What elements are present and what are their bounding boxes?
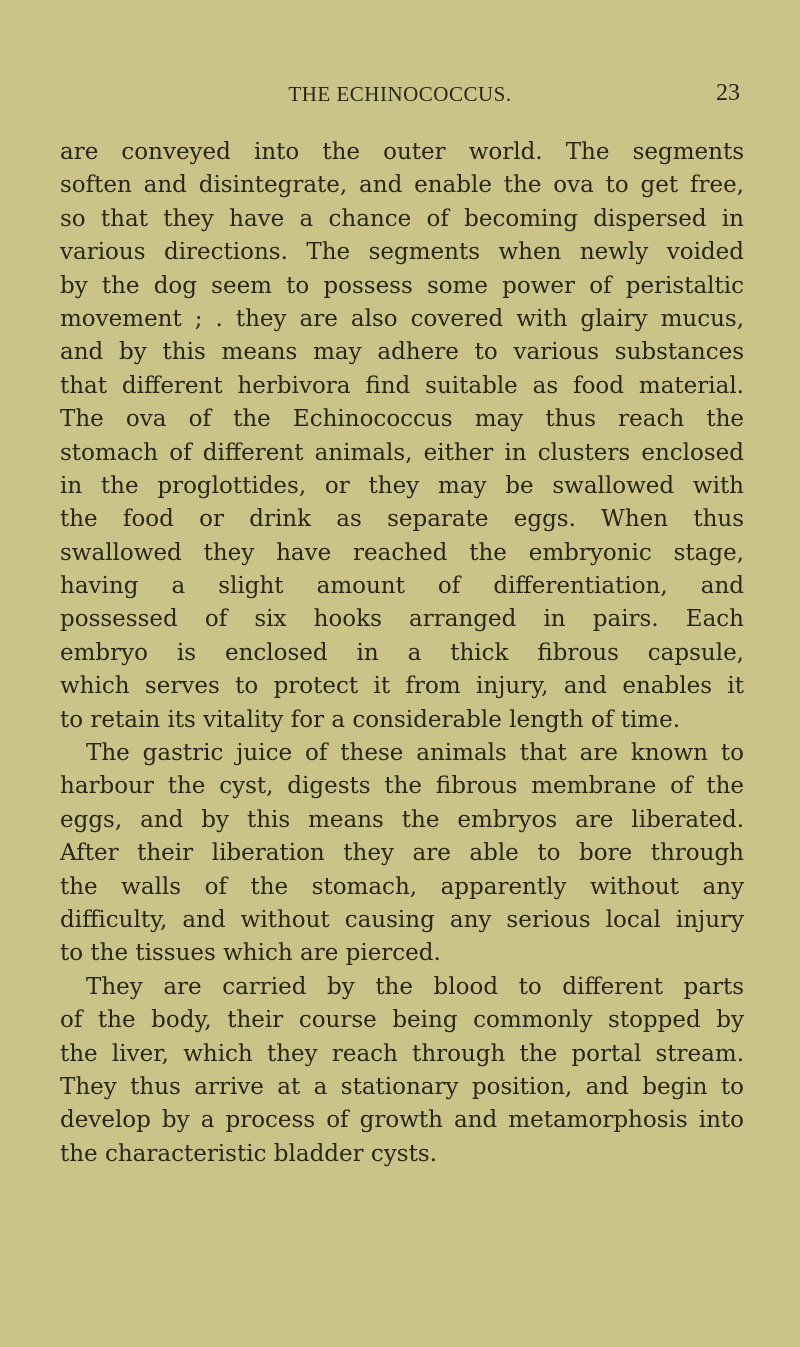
text-line: so that they have a chance of becoming dispersed in bbox=[60, 205, 744, 232]
text-line: and by this means may adhere to various substances bbox=[60, 339, 744, 366]
text-line: the walls of the stomach, apparently without any bbox=[60, 873, 744, 900]
text-line: by the dog seem to possess some power of peristaltic bbox=[60, 272, 744, 299]
text-line: in the proglottides, or they may be swallowed with bbox=[60, 472, 744, 499]
text-line: movement ; . they are also covered with glairy mucus, bbox=[60, 305, 744, 332]
text-line: that different herbivora find suitable as food material. bbox=[60, 372, 744, 399]
body-text bbox=[60, 136, 744, 1171]
text-line: swallowed they have reached the embryonic stage, bbox=[60, 539, 744, 566]
text-line: stomach of different animals, either in clusters enclosed bbox=[60, 439, 744, 466]
page-header bbox=[60, 82, 740, 122]
text-line: develop by a process of growth and metamorphosis into bbox=[60, 1107, 744, 1134]
text-line: eggs, and by this means the embryos are liberated. bbox=[60, 806, 744, 833]
page-number: 23 bbox=[716, 80, 740, 106]
text-line: After their liberation they are able to bore through bbox=[60, 840, 744, 867]
text-line: the liver, which they reach through the portal stream. bbox=[60, 1040, 744, 1067]
text-line: are conveyed into the outer world. The segments bbox=[60, 139, 744, 165]
text-line: harbour the cyst, digests the fibrous membrane of the bbox=[60, 773, 744, 800]
text-line: having a slight amount of differentiation, and bbox=[60, 573, 744, 600]
text-line: embryo is enclosed in a thick fibrous capsule, bbox=[60, 639, 744, 666]
text-line: difficulty, and without causing any serious local injury bbox=[60, 906, 744, 933]
text-line: of the body, their course being commonly stopped by bbox=[60, 1007, 744, 1034]
text-line: possessed of six hooks arranged in pairs. Each bbox=[60, 606, 744, 633]
text-line: to the tissues which are pierced. bbox=[60, 940, 441, 967]
text-line: soften and disintegrate, and enable the ova to get free, bbox=[60, 172, 744, 199]
text-line: The gastric juice of these animals that are known to bbox=[86, 740, 744, 767]
text-line: The ova of the Echinococcus may thus reach the bbox=[60, 406, 744, 433]
text-line: the food or drink as separate eggs. When thus bbox=[60, 506, 744, 533]
text-line: various directions. The segments when newly voided bbox=[60, 239, 744, 266]
text-line: which serves to protect it from injury, and enables it bbox=[60, 673, 744, 700]
text-line: the characteristic bladder cysts. bbox=[60, 1140, 437, 1167]
text-line: They are carried by the blood to different parts bbox=[86, 973, 744, 1000]
text-line: to retain its vitality for a considerable length of time. bbox=[60, 706, 681, 733]
text-line: They thus arrive at a stationary position, and begin to bbox=[60, 1073, 744, 1100]
running-head: THE ECHINOCOCCUS. bbox=[288, 82, 512, 106]
